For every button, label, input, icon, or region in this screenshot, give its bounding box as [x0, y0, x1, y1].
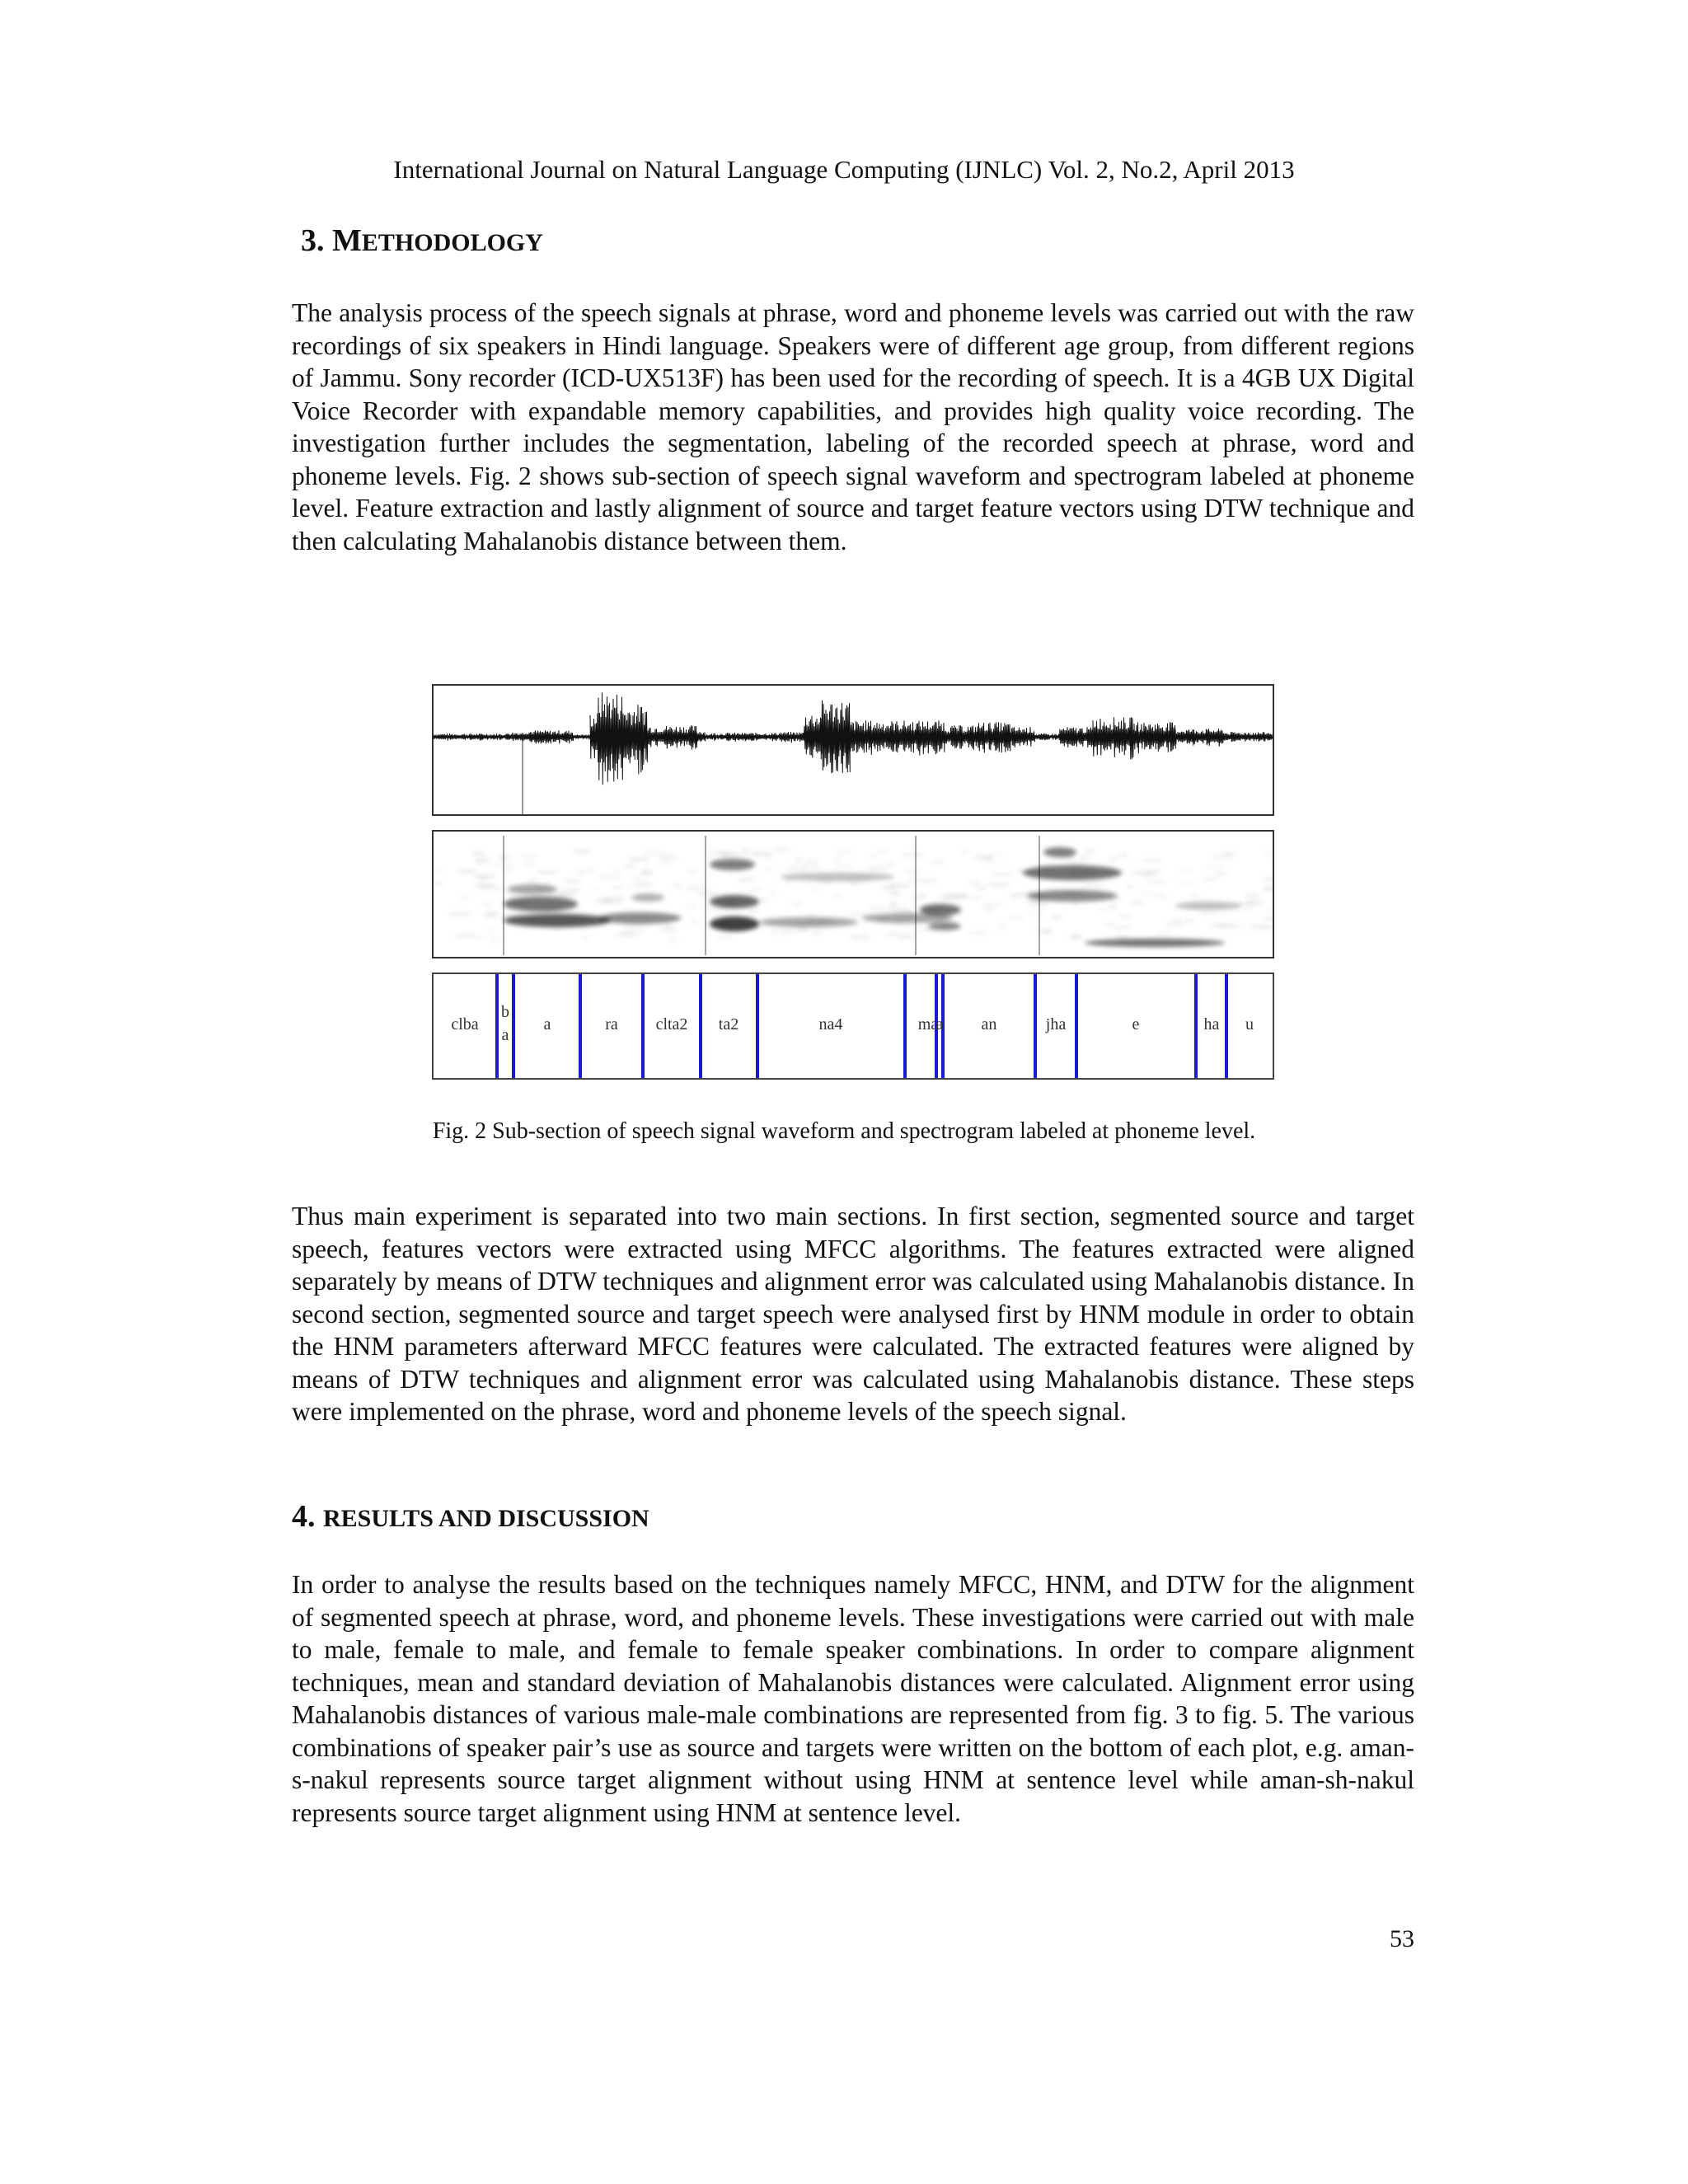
spectrogram-speckle [577, 872, 585, 874]
spectrogram-speckle [1205, 879, 1216, 880]
spectrogram-speckle [618, 885, 632, 887]
spectrogram-speckle [1067, 858, 1073, 860]
waveform-trace [434, 692, 1273, 785]
spectrogram-speckle [918, 895, 925, 897]
methodology-paragraph: The analysis process of the speech signals at phrase, word and phoneme levels was carried out with the raw recordings of six speakers in Hindi language. Speakers were of different age group, from different regions of Jammu. Sony recorder (ICD-UX513F) has been used for the recording of speech. It is a 4GB UX Digital Voice Recorder with expandable memory capabilities, and provides high quality voice recording. The investigation further includes the segmentation, labeling of the recorded speech at phrase, word and phoneme levels. Fig. 2 shows sub-section of speech signal waveform and spectrogram labeled at phoneme level. Feature extraction and lastly alignment of source and target feature vectors using DTW technique and then calculating Mahalanobis distance between them. [292, 298, 1414, 555]
spectrogram-speckle [886, 892, 902, 893]
spectrogram-speckle [687, 887, 706, 888]
spectrogram-speckle [889, 907, 896, 908]
phoneme-label: e [1132, 1015, 1140, 1033]
spectrogram-speckle [1027, 912, 1046, 914]
phoneme-label: ra [605, 1015, 618, 1033]
spectrogram-speckle [763, 869, 771, 870]
spectrogram-speckle [495, 865, 515, 866]
spectrogram-speckle [1114, 926, 1132, 928]
spectrogram-formant [710, 916, 759, 931]
spectrogram-speckle [1085, 851, 1095, 852]
spectrogram-formant [1175, 902, 1241, 910]
spectrogram-speckle [1035, 930, 1050, 931]
spectrogram-speckle [1141, 874, 1154, 875]
spectrogram-speckle [1245, 895, 1259, 897]
spectrogram-speckle [895, 935, 909, 937]
spectrogram-speckle [1010, 917, 1025, 919]
spectrogram-speckle [635, 884, 653, 886]
phoneme-label: b [501, 1003, 509, 1021]
spectrogram-speckle [485, 912, 498, 914]
spectrogram-speckle [565, 880, 580, 882]
spectrogram-speckle [1132, 872, 1142, 874]
spectrogram-speckle [771, 931, 777, 933]
section-3-heading [301, 223, 543, 261]
spectrogram-speckle [504, 869, 510, 870]
spectrogram-speckle [1069, 936, 1079, 938]
waveform-plot [434, 686, 1273, 814]
spectrogram-speckle [1160, 896, 1167, 898]
spectrogram-speckle [945, 895, 965, 897]
spectrogram-speckle [669, 938, 677, 940]
spectrogram-speckle [912, 898, 925, 899]
phoneme-label: u [1245, 1015, 1254, 1033]
spectrogram-speckle [523, 863, 534, 865]
spectrogram-speckle [529, 879, 537, 881]
spectrogram-speckle [774, 849, 790, 851]
spectrogram-speckle [434, 883, 443, 885]
spectrogram-speckle [805, 861, 818, 863]
spectrogram-speckle [708, 852, 720, 854]
spectrogram-speckle [708, 908, 724, 910]
spectrogram-formant [928, 922, 961, 930]
spectrogram-speckle [1132, 902, 1142, 903]
spectrogram-speckle [939, 898, 960, 899]
spectrogram-speckle [686, 905, 697, 907]
spectrogram-formant [504, 897, 578, 912]
spectrogram-speckle [582, 937, 590, 939]
spectrogram-speckle [780, 931, 794, 933]
spectrogram-formant [1023, 865, 1122, 880]
spectrogram-speckle [630, 858, 649, 860]
spectrogram-speckle [489, 930, 495, 931]
spectrogram-speckle [834, 859, 842, 860]
spectrogram-speckle [718, 937, 732, 939]
spectrogram-speckle [1107, 923, 1113, 925]
phoneme-label: ma [917, 1015, 939, 1033]
spectrogram-speckle [803, 867, 821, 869]
spectrogram-speckle [484, 914, 498, 916]
spectrogram-speckle [1222, 853, 1236, 855]
phoneme-label: na4 [818, 1015, 843, 1033]
spectrogram-speckle [480, 887, 494, 888]
spectrogram-speckle [434, 870, 443, 872]
spectrogram-speckle [889, 903, 898, 905]
journal-header: International Journal on Natural Language Computing (IJNLC) Vol. 2, No.2, April 2013 [393, 155, 1295, 184]
spectrogram-speckle [968, 932, 989, 934]
spectrogram-speckle [1109, 859, 1118, 860]
spectrogram-speckle [1052, 916, 1062, 918]
phoneme-label: a [543, 1015, 551, 1033]
spectrogram-speckle [659, 860, 668, 862]
spectrogram-speckle [664, 926, 672, 927]
spectrogram-speckle [739, 879, 758, 880]
spectrogram-speckle [1079, 857, 1089, 859]
spectrogram-speckle [977, 887, 986, 888]
spectrogram-speckle [887, 864, 893, 865]
spectrogram-speckle [554, 929, 560, 930]
spectrogram-speckle [982, 860, 995, 861]
spectrogram-speckle [472, 852, 483, 854]
experiment-paragraph: Thus main experiment is separated into two main sections. In first section, segmented source and target speech, features vectors were extracted using MFCC algorithms. The features extracted were aligned separately by means of DTW techniques and alignment error was calculated using Mahalanobis distance. In second section, segmented source and target speech were analysed first by HNM module in order to obtain the HNM parameters afterward MFCC features were calculated. The extracted features were aligned by means of DTW techniques and alignment error was calculated using Mahalanobis distance. These steps were implemented on the phrase, word and phoneme levels of the speech signal. [292, 1202, 1414, 1426]
spectrogram-speckle [573, 851, 588, 852]
spectrogram-speckle [1100, 909, 1109, 911]
spectrogram-speckle [1263, 888, 1273, 890]
spectrogram-speckle [1172, 920, 1182, 921]
spectrogram-speckle [932, 862, 944, 864]
spectrogram-speckle [612, 887, 621, 888]
spectrogram-speckle [903, 854, 924, 855]
spectrogram-speckle [869, 868, 885, 869]
spectrogram-speckle [1268, 909, 1273, 911]
spectrogram-speckle [478, 878, 487, 879]
spectrogram-speckle [1251, 926, 1264, 928]
spectrogram-panel [432, 830, 1274, 958]
spectrogram-speckle [1185, 920, 1193, 921]
spectrogram-speckle [1263, 926, 1273, 928]
spectrogram-speckle [917, 930, 935, 931]
spectrogram-speckle [973, 898, 982, 899]
spectrogram-speckle [907, 880, 927, 882]
spectrogram-speckle [1264, 879, 1273, 880]
spectrogram-speckle [521, 855, 538, 857]
spectrogram-speckle [984, 908, 993, 910]
spectrogram-speckle [749, 910, 758, 912]
spectrogram-speckle [896, 924, 908, 926]
spectrogram-speckle [557, 894, 575, 896]
spectrogram-speckle [837, 865, 851, 867]
spectrogram-speckle [968, 883, 980, 884]
spectrogram-speckle [1262, 852, 1273, 854]
figure-2-caption: Fig. 2 Sub-section of speech signal waveform and spectrogram labeled at phoneme level. [432, 1118, 1256, 1144]
spectrogram-speckle [817, 882, 834, 883]
spectrogram-speckle [870, 855, 878, 857]
spectrogram-formant [920, 904, 961, 916]
spectrogram-speckle [1144, 871, 1160, 873]
spectrogram-speckle [960, 852, 968, 854]
waveform-panel [432, 684, 1274, 816]
spectrogram-speckle [807, 914, 815, 916]
spectrogram-speckle [622, 929, 644, 930]
spectrogram-speckle [586, 870, 595, 872]
phoneme-label: clba [451, 1015, 479, 1033]
spectrogram-speckle [813, 889, 821, 891]
spectrogram-plot [434, 832, 1273, 957]
spectrogram-speckle [813, 932, 821, 934]
section-3-number: 3. [301, 223, 332, 258]
spectrogram-speckle [1265, 918, 1273, 920]
spectrogram-speckle [741, 853, 748, 855]
spectrogram-speckle [878, 850, 887, 851]
spectrogram-speckle [642, 872, 654, 874]
spectrogram-speckle [698, 893, 716, 894]
spectrogram-formant [710, 859, 755, 870]
spectrogram-speckle [1109, 906, 1117, 907]
spectrogram-speckle [797, 929, 808, 930]
spectrogram-speckle [484, 904, 491, 906]
spectrogram-speckle [692, 921, 697, 923]
spectrogram-speckle [881, 887, 895, 888]
spectrogram-formant [598, 912, 681, 924]
spectrogram-speckle [1165, 924, 1184, 926]
spectrogram-speckle [660, 930, 677, 931]
spectrogram-speckle [1142, 893, 1161, 895]
spectrogram-speckle [490, 938, 501, 940]
spectrogram-speckle [1147, 881, 1166, 883]
spectrogram-speckle [660, 855, 674, 857]
section-4-heading [292, 1498, 649, 1537]
phoneme-label-track [434, 974, 1273, 1078]
results-paragraph: In order to analyse the results based on the techniques namely MFCC, HNM, and DTW for the alignment of segmented speech at phrase, word, and phoneme levels. These investigations were carried out with male to male, female to male, and female to female speaker combinations. In order to compare alignment techniques, mean and standard deviation of Mahalanobis distances were calculated. Alignment error using Mahalanobis distances of various male-male combinations are represented from fig. 3 to fig. 5. The various combinations of speaker pair’s use as source and targets were written on the bottom of each plot, e.g. aman-s-nakul represents source target alignment without using HNM at sentence level while aman-sh-nakul represents source target alignment using HNM at sentence level. [292, 1570, 1414, 1827]
spectrogram-speckle [793, 903, 801, 905]
phoneme-label: ta2 [718, 1015, 739, 1033]
spectrogram-speckle [834, 851, 853, 852]
spectrogram-speckle [1009, 898, 1017, 899]
spectrogram-speckle [1083, 884, 1103, 886]
spectrogram-speckle [786, 880, 793, 882]
spectrogram-speckle [1012, 894, 1024, 896]
spectrogram-speckle [1218, 925, 1236, 926]
spectrogram-speckle [644, 852, 665, 854]
spectrogram-speckle [626, 865, 635, 867]
spectrogram-speckle [1181, 869, 1190, 871]
spectrogram-speckle [1212, 855, 1231, 857]
spectrogram-speckle [1156, 933, 1170, 935]
spectrogram-speckle [895, 911, 913, 912]
spectrogram-speckle [593, 890, 600, 892]
spectrogram-speckle [870, 907, 887, 909]
spectrogram-speckle [476, 857, 487, 859]
spectrogram-speckle [1206, 866, 1224, 868]
spectrogram-speckle [617, 934, 637, 935]
spectrogram-speckle [456, 935, 475, 937]
spectrogram-speckle [604, 898, 623, 900]
spectrogram-speckle [561, 891, 575, 893]
spectrogram-speckle [1142, 860, 1161, 861]
spectrogram-speckle [560, 889, 573, 891]
spectrogram-speckle [1030, 904, 1047, 906]
spectrogram-speckle [458, 898, 468, 900]
spectrogram-speckle [1109, 899, 1122, 901]
spectrogram-speckle [975, 856, 992, 858]
spectrogram-speckle [765, 857, 771, 859]
spectrogram-speckle [906, 871, 921, 873]
spectrogram-speckle [1201, 913, 1217, 915]
spectrogram-speckle [674, 884, 682, 886]
spectrogram-speckle [1241, 909, 1253, 911]
spectrogram-speckle [607, 902, 621, 904]
spectrogram-speckle [850, 914, 870, 916]
phoneme-label: a [935, 1015, 944, 1033]
spectrogram-speckle [1001, 926, 1006, 927]
spectrogram-speckle [795, 860, 802, 861]
spectrogram-speckle [475, 861, 490, 863]
spectrogram-formant [780, 873, 895, 881]
section-3-title-initial: M [332, 223, 362, 258]
spectrogram-speckle [835, 895, 840, 897]
spectrogram-formant [1043, 847, 1076, 857]
phoneme-label: ha [1203, 1015, 1220, 1033]
spectrogram-speckle [631, 878, 645, 879]
spectrogram-speckle [851, 936, 870, 938]
spectrogram-speckle [993, 874, 1014, 875]
phoneme-label: jha [1045, 1015, 1067, 1033]
spectrogram-speckle [749, 889, 761, 891]
spectrogram-speckle [1191, 894, 1199, 896]
spectrogram-speckle [1028, 901, 1045, 902]
spectrogram-speckle [451, 913, 471, 915]
spectrogram-speckle [982, 904, 1001, 906]
phoneme-label: clta2 [655, 1015, 688, 1033]
spectrogram-speckle [851, 882, 868, 883]
spectrogram-speckle [889, 884, 909, 886]
spectrogram-speckle [641, 871, 650, 873]
spectrogram-speckle [689, 871, 696, 873]
section-4-title: RESULTS AND DISCUSSION [323, 1505, 649, 1532]
spectrogram-formant [710, 895, 759, 908]
spectrogram-speckle [1043, 931, 1051, 933]
spectrogram-speckle [753, 854, 774, 855]
section-4-number: 4. [292, 1499, 323, 1534]
spectrogram-speckle [475, 875, 496, 877]
spectrogram-formant [508, 884, 557, 894]
spectrogram-speckle [886, 933, 900, 935]
spectrogram-formant [631, 893, 664, 902]
spectrogram-speckle [771, 893, 776, 894]
spectrogram-speckle [598, 876, 618, 878]
spectrogram-formant [504, 914, 611, 927]
spectrogram-speckle [900, 907, 905, 909]
spectrogram-speckle [459, 870, 476, 872]
spectrogram-speckle [475, 884, 496, 886]
spectrogram-formant [759, 917, 858, 927]
spectrogram-speckle [596, 900, 609, 902]
spectrogram-speckle [989, 854, 1007, 855]
spectrogram-speckle [1120, 855, 1128, 856]
spectrogram-speckle [1073, 902, 1078, 904]
spectrogram-speckle [891, 893, 899, 895]
spectrogram-speckle [741, 850, 748, 851]
spectrogram-speckle [1116, 936, 1128, 938]
spectrogram-speckle [473, 937, 488, 939]
spectrogram-formant [1085, 939, 1225, 947]
section-3-title-rest: ETHODOLOGY [361, 229, 543, 256]
spectrogram-speckle [538, 871, 556, 873]
spectrogram-speckle [837, 855, 845, 856]
spectrogram-speckle [1177, 883, 1194, 884]
spectrogram-speckle [762, 899, 767, 901]
spectrogram-speckle [613, 872, 621, 874]
spectrogram-speckle [1214, 874, 1226, 875]
page-number: 53 [1390, 1925, 1414, 1952]
spectrogram-speckle [658, 857, 678, 859]
phoneme-label: an [981, 1015, 997, 1033]
spectrogram-speckle [1119, 915, 1130, 916]
spectrogram-speckle [720, 852, 730, 854]
phoneme-label: a [501, 1026, 509, 1044]
spectrogram-speckle [748, 851, 766, 852]
spectrogram-formant [1027, 890, 1118, 902]
spectrogram-speckle [988, 884, 1008, 886]
phoneme-label-panel [432, 972, 1274, 1080]
spectrogram-speckle [1126, 886, 1133, 888]
